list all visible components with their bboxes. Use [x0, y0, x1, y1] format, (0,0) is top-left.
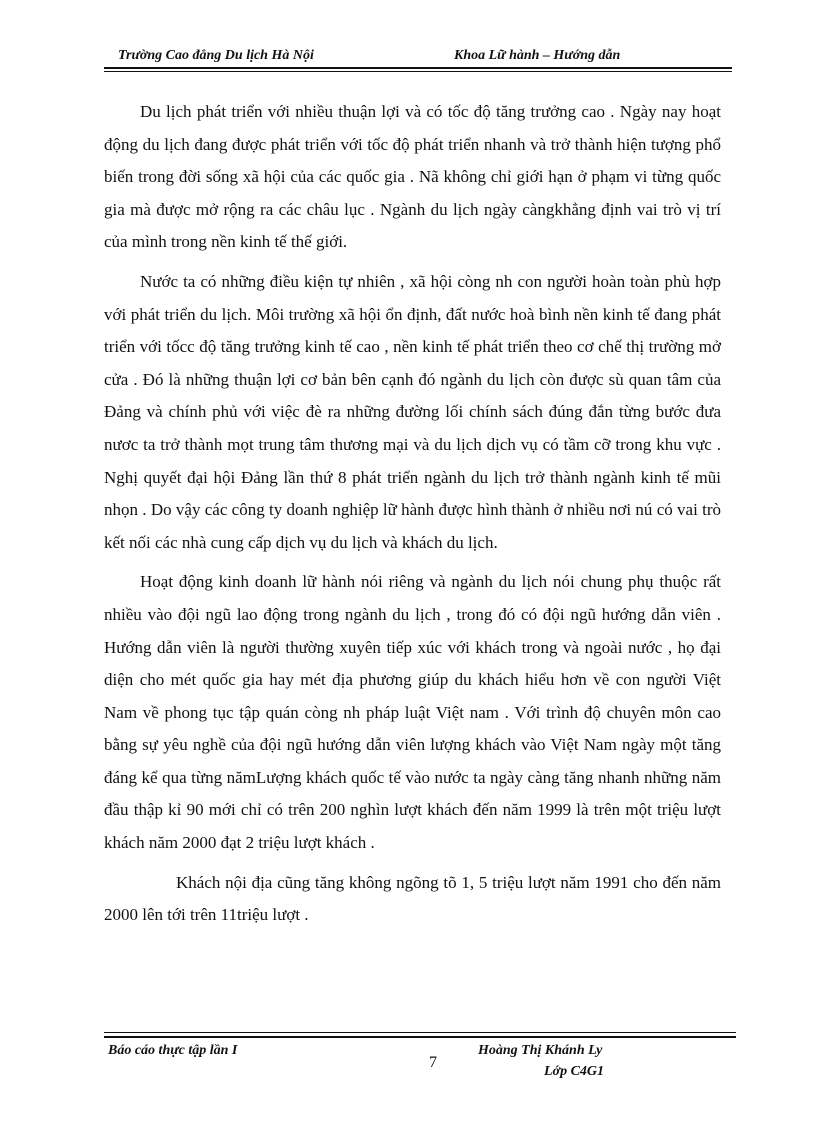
footer-author: Hoàng Thị Khánh Ly: [478, 1043, 603, 1058]
header-faculty-name: Khoa Lữ hành – Hướng dẫn: [454, 48, 621, 63]
page-number: 7: [429, 1054, 437, 1071]
header-rule-thin: [104, 71, 732, 72]
page-body: [104, 96, 721, 939]
paragraph-1: Du lịch phát triển với nhiều thuận lợi và có tốc độ tăng trưởng cao . Ngày nay hoạt động du lịch đang được phát triển với tốc độ phát triển nhanh và trở thành hiện tượng phổ biến trong đời sống xã hội của các quốc gia . Nã không chỉ giới hạn ở phạm vi từng quốc gia mà được mở rộng ra các châu lục . Ngành du lịch ngày càngkhẳng định vai trò vị trí của mình trong nền kinh tế thế giới.: [104, 102, 721, 252]
header-rule-thick: [104, 67, 732, 69]
header-school-name: Trường Cao đẳng Du lịch Hà Nội: [118, 48, 314, 63]
footer-rule-thick: [104, 1036, 736, 1038]
footer-report-title: Báo cáo thực tập lần I: [108, 1043, 238, 1058]
footer-class: Lớp C4G1: [544, 1064, 605, 1079]
paragraph-4: Khách nội địa cũng tăng không ngõng tõ 1, 5 triệu lượt năm 1991 cho đến năm 2000 lên tới trên 11triệu lượt .: [104, 872, 721, 925]
paragraph-2: Nước ta có những điều kiện tự nhiên , xã hội còng nh con người hoàn toàn phù hợp với phát triển du lịch. Môi trường xã hội ổn định, đất nước hoà bình nền kinh tế đang phát triển với tốcc độ tăng trưởng kinh tế cao , nền kinh tế phát triển theo cơ chế thị trường mở cửa . Đó là những thuận lợi cơ bản bên cạnh đó ngành du lịch còn được sù quan tâm của Đảng và chính phủ với việc đè ra những đường lối chính sách đúng đắn từng bước đưa nươc ta trở thành mọt trung tâm thương mại và du lịch dịch vụ có tầm cỡ trong khu vực . Nghị quyết đại hội Đảng lần thứ 8 phát triển ngành du lịch trở thành ngành kinh tế mũi nhọn . Do vậy các công ty doanh nghiệp lữ hành được hình thành ở nhiều nơi nú có vai trò kết nối các nhà cung cấp dịch vụ du lịch và khách du lịch.: [104, 271, 721, 552]
page-header: [104, 46, 732, 68]
page-footer: [104, 1032, 736, 1092]
footer-rule-thin: [104, 1032, 736, 1033]
paragraph-3: Hoạt động kinh doanh lữ hành nói riêng và ngành du lịch nói chung phụ thuộc rất nhiều vào đội ngũ lao động trong ngành du lịch , trong đó có đội ngũ hướng dẫn viên . Hướng dẫn viên là người thường xuyên tiếp xúc với khách trong và ngoài nước , họ đại diện cho mét quốc gia hay mét địa phương giúp du khách hiểu hơn về con người Việt Nam về phong tục tập quán còng nh pháp luật Việt nam . Với trình độ chuyên môn cao bằng sự yêu nghề của đội ngũ hướng dẫn viên lượng khách vào Việt Nam ngày một tăng đáng kể qua từng nămLượng khách quốc tế vào nước ta ngày càng tăng nhanh những năm đầu thập kỉ 90 mới chỉ có trên 200 nghìn lượt khách đến năm 1999 là trên một triệu lượt khách năm 2000 đạt 2 triệu lượt khách .: [104, 572, 721, 853]
